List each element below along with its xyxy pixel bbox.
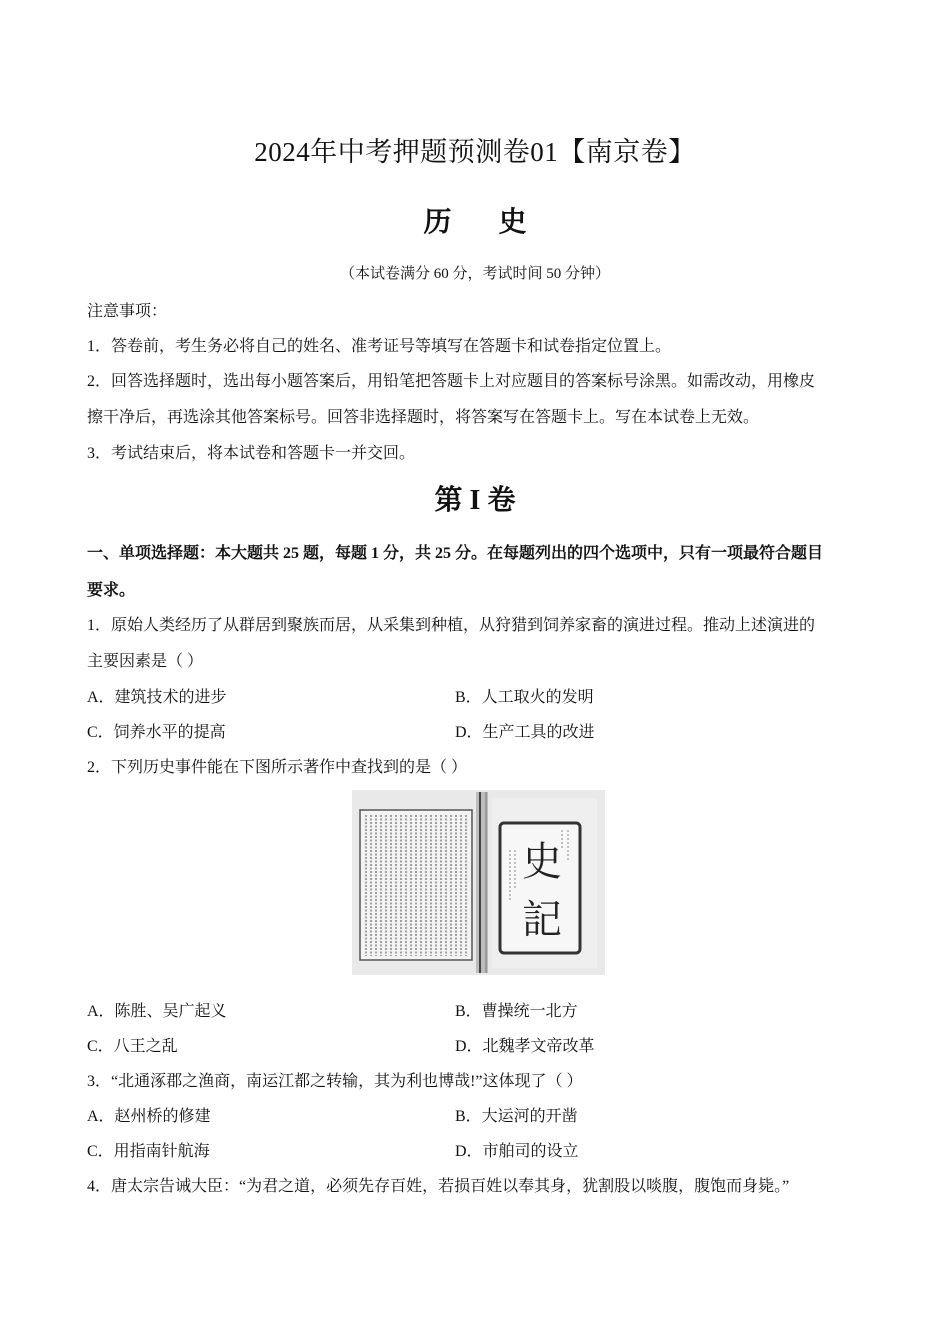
section-instruction-line-1: 一、单项选择题：本大题共 25 题，每题 1 分，共 25 分。在每题列出的四个选项中，只有一项最符合题目 (87, 545, 824, 562)
question-2-option-b: B．曹操统一北方 (455, 1003, 578, 1020)
question-3-option-a: A．赵州桥的修建 (87, 1108, 211, 1125)
question-1-stem-line-1: 1．原始人类经历了从群居到聚族而居，从采集到种植，从狩猎到饲养家畜的演进过程。推动上述演进的 (87, 617, 816, 634)
question-2-stem-line-1: 2．下列历史事件能在下图所示著作中查找到的是（ ） (87, 759, 468, 776)
exam-duration-note: （本试卷满分 60 分，考试时间 50 分钟） (339, 266, 610, 282)
shiji-book-figure (352, 790, 605, 975)
section-title: 第 I 卷 (434, 485, 516, 516)
question-4-stem-line-1: 4．唐太宗告诫大臣：“为君之道，必须先存百姓，若损百姓以奉其身，犹割股以啖腹，腹饱而身毙。” (87, 1178, 790, 1195)
notice-item-3: 3．考试结束后，将本试卷和答题卡一并交回。 (87, 445, 416, 462)
question-1-option-d: D．生产工具的改进 (455, 724, 595, 741)
shiji-book-illustration (352, 790, 605, 975)
question-2-option-d: D．北魏孝文帝改革 (455, 1038, 595, 1055)
question-3-option-b: B．大运河的开凿 (455, 1108, 578, 1125)
question-2-option-c: C．八王之乱 (87, 1038, 178, 1055)
subject-title: 历 史 (423, 207, 547, 238)
question-1-option-c: C．饲养水平的提高 (87, 724, 226, 741)
question-3-option-c: C．用指南针航海 (87, 1143, 210, 1160)
notice-item-2-line-2: 擦干净后，再选涂其他答案标号。回答非选择题时，将答案写在答题卡上。写在本试卷上无效。 (87, 409, 760, 426)
exam-title: 2024年中考押题预测卷01【南京卷】 (254, 137, 696, 167)
question-1-option-a: A．建筑技术的进步 (87, 689, 227, 706)
question-2-option-a: A．陈胜、吴广起义 (87, 1003, 227, 1020)
question-1-stem-line-2: 主要因素是（ ） (87, 653, 204, 670)
question-1-option-b: B．人工取火的发明 (455, 689, 594, 706)
notice-item-1: 1．答卷前，考生务必将自己的姓名、准考证号等填写在答题卡和试卷指定位置上。 (87, 338, 672, 355)
section-instruction-line-2: 要求。 (87, 582, 136, 599)
notice-item-2-line-1: 2．回答选择题时，选出每小题答案后，用铅笔把答题卡上对应题目的答案标号涂黑。如需改动，用橡皮 (87, 373, 816, 390)
question-3-option-d: D．市舶司的设立 (455, 1143, 579, 1160)
figure-title-char-2: 記 (522, 897, 562, 943)
figure-title-char-1: 史 (522, 839, 562, 885)
notice-heading: 注意事项： (87, 303, 168, 320)
question-3-stem-line-1: 3．“北通涿郡之渔商，南运江都之转输，其为利也博哉!”这体现了（ ） (87, 1073, 583, 1090)
